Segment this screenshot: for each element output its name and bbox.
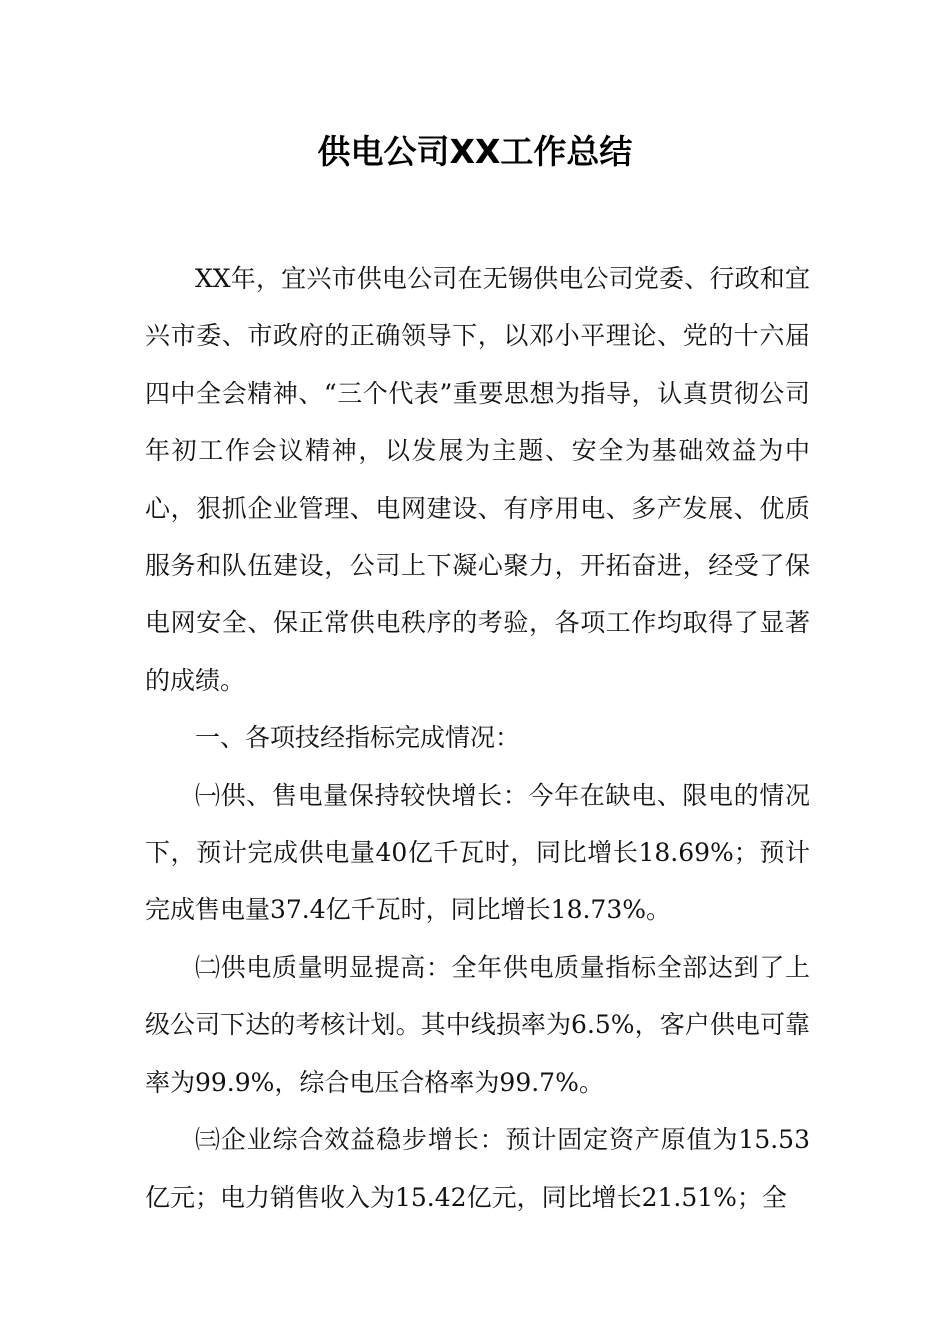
- document-title: 供电公司XX工作总结: [317, 132, 633, 171]
- document-body: [145, 250, 810, 1226]
- paragraph-intro: XX年，宜兴市供电公司在无锡供电公司党委、行政和宜兴市委、市政府的正确领导下，以邓小平理论、党的十六届四中全会精神、“三个代表”重要思想为指导，认真贯彻公司年初工作会议精神，以发展为主题、安全为基础效益为中心，狠抓企业管理、电网建设、有序用电、多产发展、优质服务和队伍建设，公司上下凝心聚力，开拓奋进，经受了保电网安全、保正常供电秩序的考验，各项工作均取得了显著的成绩。: [145, 264, 810, 695]
- paragraph-item-2: ㈡供电质量明显提高：全年供电质量指标全部达到了上级公司下达的考核计划。其中线损率为6.5%，客户供电可靠率为99.9%，综合电压合格率为99.7%。: [145, 952, 810, 1097]
- section-heading-1: 一、各项技经指标完成情况：: [195, 723, 521, 753]
- paragraph-item-1: ㈠供、售电量保持较快增长：今年在缺电、限电的情况下，预计完成供电量40亿千瓦时，同比增长18.69%；预计完成售电量37.4亿千瓦时，同比增长18.73%。: [145, 780, 810, 925]
- paragraph-item-3: ㈢企业综合效益稳步增长：预计固定资产原值为15.53亿元；电力销售收入为15.42亿元，同比增长21.51%；全: [145, 1125, 810, 1212]
